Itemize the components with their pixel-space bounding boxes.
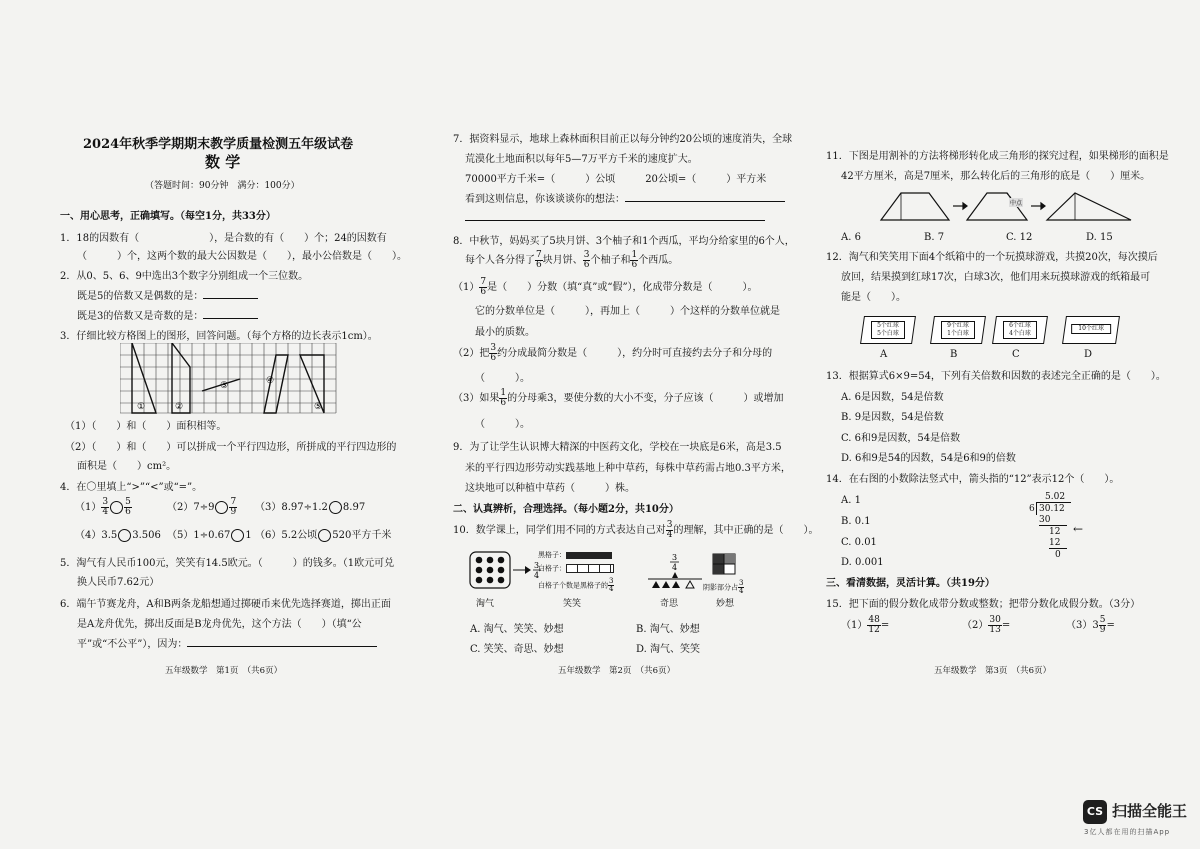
q4-line: 4．在〇里填上“>”“<”或“=”。	[60, 482, 203, 493]
grid-label-4: ④	[266, 376, 275, 386]
q15-item3: （3）3 $\frac{5}{9}$ =	[1066, 615, 1115, 635]
svg-text:3: 3	[672, 553, 678, 562]
q7-line4: 看到这则信息，你该谈谈你的想法：	[465, 193, 785, 206]
fig-name-miaoxiang: 妙想	[716, 599, 735, 609]
q4-row1b: （2）7÷9 $\frac{7}{9}$	[167, 497, 237, 517]
q4-row2c: （6）5.2公顷 520平方千米	[255, 530, 392, 541]
q14-option-a[interactable]: A. 1	[841, 495, 861, 506]
q10-option-d[interactable]: D. 淘气、笑笑	[636, 644, 701, 655]
q5-line1: 5．淘气有人民币100元，笑笑有14.5欧元。（ ）的钱多。（1欧元可兑	[60, 558, 395, 569]
q14-option-d[interactable]: D. 0.001	[841, 557, 884, 568]
q13-option-c[interactable]: C. 6和9是因数，54是倍数	[841, 433, 961, 444]
q10-option-c[interactable]: C. 笑笑、奇思、妙想	[470, 644, 564, 655]
section-2-heading: 二、认真辨析，合理选择。（每小题2分，共10分）	[453, 504, 679, 515]
q11-option-c[interactable]: C. 12	[1006, 232, 1033, 243]
fig-name-xiaoxiao: 笑笑	[563, 599, 582, 609]
q7-line3: 70000平方千米=（ ）公顷 20公顷=（ ）平方米	[465, 174, 767, 185]
q15-line: 15．把下面的假分数化成带分数或整数；把带分数化成假分数。（3分）	[826, 599, 1141, 610]
q1-line2: （ ）个，这两个数的最大公因数是（ ），最小公倍数是（ ）。	[77, 251, 407, 262]
q15-item2: （2） $\frac{30}{13}$ =	[962, 615, 1011, 635]
q3-line1: 3．仔细比较方格图上的图形，回答问题。（每个方格的边长表示1cm）。	[60, 331, 378, 342]
q15-item1: （1） $\frac{48}{12}$ =	[841, 615, 890, 635]
q13-option-a[interactable]: A. 6是因数，54是倍数	[841, 392, 944, 403]
q7-line2: 荒漠化土地面积以每年5—7万平方千米的速度扩大。	[465, 154, 698, 165]
q6-line2: 是A龙舟优先，掷出反面是B龙舟优先，这个方法（ ）（填“公	[77, 619, 362, 630]
q14-option-b[interactable]: B. 0.1	[841, 516, 871, 527]
q2-line3: 既是3的倍数又是奇数的是：	[77, 310, 258, 323]
qisi-figure	[646, 552, 706, 590]
q13-option-b[interactable]: B. 9是因数，54是倍数	[841, 412, 944, 423]
exam-title: 2024年秋季学期期末教学质量检测五年级试卷	[83, 137, 354, 152]
q3-sub2b: 面积是（ ）cm²。	[77, 461, 177, 472]
miaoxiang-label: 阴影部分占 $\frac{3}{4}$	[703, 579, 744, 595]
box-d[interactable]: 10个红球	[1062, 316, 1120, 344]
q7-line5	[465, 212, 765, 225]
q11-option-a[interactable]: A. 6	[841, 232, 861, 243]
q12-line1: 12．淘气和笑笑用下面4个纸箱中的一个玩摸球游戏，共摸20次，每次摸后	[826, 252, 1158, 263]
q10-option-a[interactable]: A. 淘气、笑笑、妙想	[470, 624, 564, 635]
box-c-label: C	[1012, 349, 1020, 360]
trapezoid-shape	[881, 193, 949, 220]
q3-sub2: （2）（ ）和（ ）可以拼成一个平行四边形，所拼成的平行四边形的	[65, 442, 397, 453]
compare-circle[interactable]	[329, 501, 342, 514]
q8-line2: 每个人各分得了 $\frac{7}{6}$ 块月饼、 $\frac{3}{6}$ 个柚子和 $\frac{1}{6}$ 个西瓜。	[465, 250, 679, 270]
trapezoid-figure	[879, 188, 1139, 224]
page-footer: 五年级数学 第1页 （共6页）	[165, 666, 283, 676]
q4-row1: （1） $\frac{3}{4}$ $\frac{5}{6}$	[75, 497, 131, 517]
compare-circle[interactable]	[231, 529, 244, 542]
long-division: 5.02 6 30.12 30 12 12 0 ←	[1029, 492, 1084, 560]
q6-line3: 平”或“不公平”），因为：	[77, 638, 377, 651]
fig-name-qisi: 奇思	[660, 599, 679, 609]
q5-line2: 换人民币7.62元）	[77, 577, 160, 588]
q13-line: 13．根据算式6×9=54，下列有关倍数和因数的表述完全正确的是（ ）。	[826, 371, 1166, 382]
q4-row2a: （4）3.5 3.506	[75, 530, 161, 541]
box-c[interactable]: 6个红球 4个白球	[992, 316, 1048, 344]
taoqi-figure	[468, 550, 548, 592]
svg-text:4: 4	[672, 563, 678, 572]
q11-line2: 42平方厘米，高是7厘米，那么转化后的三角形的底是（ ）厘米。	[841, 171, 1151, 182]
midpoint-label: 中点	[1010, 200, 1023, 207]
watermark-subtitle: 3亿人都在用的扫描App	[1084, 828, 1171, 836]
q13-option-d[interactable]: D. 6和9是54的因数，54是6和9的倍数	[841, 453, 1016, 464]
grid-label-1: ①	[137, 402, 146, 412]
section-3-heading: 三、看清数据，灵活计算。（共19分）	[826, 578, 995, 589]
q3-sub1: （1）（ ）和（ ）面积相等。	[65, 421, 227, 432]
q14-option-c[interactable]: C. 0.01	[841, 537, 877, 548]
grid-label-5: ⑤	[314, 402, 323, 412]
grid-label-3: ③	[220, 381, 229, 391]
q8-sub3: （3）如果 $\frac{1}{6}$ 的分母乘3，要使分数的大小不变，分子应该（ ）或增加	[453, 388, 784, 408]
subject-title: 数 学	[205, 153, 241, 171]
page-2	[448, 0, 819, 849]
q8-sub2b: （ ）。	[475, 373, 530, 384]
q12-line2: 放回，结果摸到红球17次，白球3次，他们用来玩摸球游戏的纸箱最可	[841, 272, 1151, 283]
q1-line1: 1．18的因数有（ ），是合数的有（ ）个；24的因数有	[60, 233, 387, 244]
svg-text:3: 3	[534, 561, 540, 570]
compare-circle[interactable]	[318, 529, 331, 542]
q8-sub2: （2）把 $\frac{3}{6}$ 约分成最简分数是（ ），约分时可直接约去分子和分母的	[453, 343, 773, 363]
svg-text:4: 4	[534, 571, 540, 580]
page-3	[824, 0, 1169, 849]
q9-line1: 9．为了让学生认识博大精深的中医药文化，学校在一块底是6米，高是3.5	[453, 442, 782, 453]
compare-circle[interactable]	[118, 529, 131, 542]
page-1	[55, 0, 405, 849]
q9-line2: 米的平行四边形劳动实践基地上种中草药，每株中草药需占地0.3平方米，	[465, 463, 791, 474]
miaoxiang-figure	[711, 552, 741, 576]
q9-line3: 这块地可以种植中草药（ ）株。	[465, 483, 635, 494]
q14-line: 14．在右图的小数除法竖式中，箭头指的“12”表示12个（ ）。	[826, 474, 1120, 485]
q8-line1: 8．中秋节，妈妈买了5块月饼、3个柚子和1个西瓜，平均分给家里的6个人，	[453, 236, 795, 247]
grid-label-2: ②	[175, 402, 184, 412]
section-1-heading: 一、用心思考，正确填写。（每空1分，共33分）	[60, 211, 276, 222]
box-d-label: D	[1084, 349, 1093, 360]
box-b[interactable]: 9个红球 1个白球	[930, 316, 986, 344]
q2-line1: 2．从0、5、6、9中选出3个数字分别组成一个三位数。	[60, 271, 309, 282]
xiaoxiao-line1: 黑格子：	[538, 551, 612, 560]
arrow-left-icon: ←	[1073, 522, 1084, 536]
q4-row2b: （5）1÷0.67 1	[167, 530, 252, 541]
q6-line1: 6．端午节赛龙舟，A和B两条龙船想通过掷硬币来优先选择赛道，掷出正面	[60, 599, 391, 610]
box-a-label: A	[880, 349, 888, 360]
q7-line1: 7．据资料显示，地球上森林面积目前正以每分钟约20公顷的速度消失，全球	[453, 134, 793, 145]
q10-line: 10．数学课上，同学们用不同的方式表达自己对 $\frac{3}{4}$ 的理解，其中正确的是（ ）。	[453, 520, 819, 540]
xiaoxiao-line2: 白格子：	[538, 564, 614, 574]
compare-circle[interactable]	[110, 501, 123, 514]
q8-sub1: （1） $\frac{7}{6}$ 是（ ）分数（填“真”或“假”），化成带分数是（ ）。	[453, 277, 758, 297]
page-footer: 五年级数学 第2页 （共6页）	[558, 666, 676, 676]
q2-line2: 既是5的倍数又是偶数的是：	[77, 290, 258, 303]
box-b-label: B	[950, 349, 958, 360]
q11-line1: 11．下图是用割补的方法将梯形转化成三角形的探究过程，如果梯形的面积是	[826, 151, 1169, 162]
q8-sub1b: 它的分数单位是（ ），再加上（ ）个这样的分数单位就是	[475, 306, 780, 317]
q4-row1c: （3）8.97÷1.2 8.97	[255, 502, 366, 513]
camscanner-logo-icon: CS	[1083, 800, 1107, 824]
grid-figure	[120, 343, 340, 415]
box-a[interactable]: 5个红球 5个白球	[860, 316, 916, 344]
white-cells	[566, 564, 614, 573]
q8-sub3b: （ ）。	[475, 419, 530, 430]
watermark-name: 扫描全能王	[1112, 802, 1188, 820]
q11-option-b[interactable]: B. 7	[924, 232, 945, 243]
q10-option-b[interactable]: B. 淘气、妙想	[636, 624, 700, 635]
fig-name-taoqi: 淘气	[476, 599, 495, 609]
q11-option-d[interactable]: D. 15	[1086, 232, 1113, 243]
q12-line3: 能是（ ）。	[841, 292, 906, 303]
compare-circle[interactable]	[215, 501, 228, 514]
exam-info: （答题时间：90分钟 满分：100分）	[145, 181, 300, 191]
q8-sub1c: 最小的质数。	[475, 327, 535, 338]
xiaoxiao-line3: 白格子个数是黑格子的 $\frac{3}{4}$	[538, 577, 614, 593]
page-footer: 五年级数学 第3页 （共6页）	[934, 666, 1052, 676]
black-cells	[566, 552, 612, 559]
